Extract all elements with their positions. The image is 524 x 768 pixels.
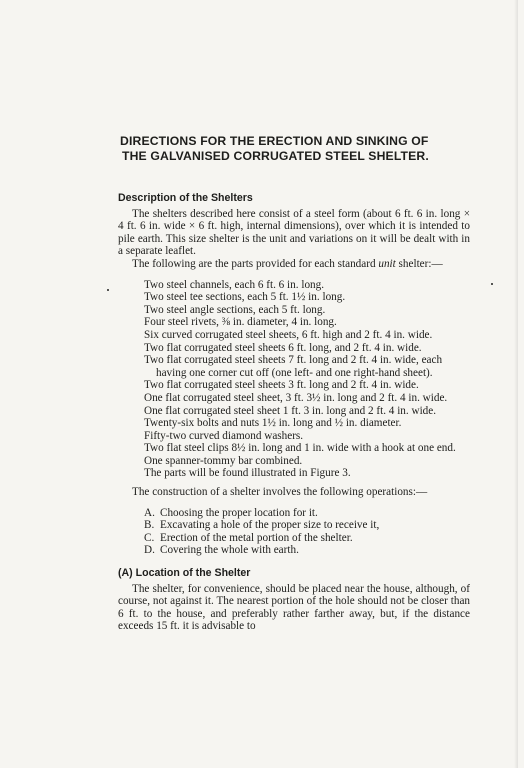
parts-list-item: Two flat corrugated steel sheets 3 ft. long and 2 ft. 4 in. wide. <box>144 379 419 392</box>
title-line-1: DIRECTIONS FOR THE ERECTION AND SINKING OF <box>120 134 429 148</box>
operation-letter: D. <box>144 544 155 557</box>
parts-list-item: One flat corrugated steel sheet, 3 ft. 3½ in. long and 2 ft. 4 in. wide. <box>144 391 448 404</box>
parts-list-item: One flat corrugated steel sheet 1 ft. 3 in. long and 2 ft. 4 in. wide. <box>144 404 437 417</box>
operation-letter: A. <box>144 506 155 519</box>
operations-intro: The construction of a shelter involves the following operations:— <box>132 486 428 499</box>
section-heading-description: Description of the Shelters <box>118 192 253 204</box>
parts-list-item: Twenty-six bolts and nuts 1½ in. long and ½ in. diameter. <box>144 417 402 430</box>
parts-list-item: Two steel tee sections, each 5 ft. 1½ in. long. <box>144 291 346 304</box>
parts-list-item: Four steel rivets, ⅜ in. diameter, 4 in. long. <box>144 316 337 329</box>
operation-item <box>144 519 470 532</box>
parts-list-item: The parts will be found illustrated in Figure 3. <box>144 467 351 480</box>
parts-list <box>118 279 470 481</box>
parts-list-item: Fifty-two curved diamond washers. <box>144 429 304 442</box>
operation-text: Covering the whole with earth. <box>160 544 299 557</box>
parts-list-item: Six curved corrugated steel sheets, 6 ft. high and 2 ft. 4 in. wide. <box>144 328 433 341</box>
description-paragraph: The shelters described here consist of a steel form (about 6 ft. 6 in. long × 4 ft. 6 in. wide × 6 ft. high, internal dimensions), over which it is intended to pile earth. This size shelter is the unit and variations on it will be dealt with in a separate leaflet. <box>118 207 470 258</box>
page-edge-shadow <box>514 0 518 768</box>
operation-item <box>144 532 470 545</box>
operation-text: Erection of the metal portion of the shelter. <box>160 531 353 544</box>
parts-list-item: Two flat steel clips 8½ in. long and 1 in. wide with a hook at one end. <box>144 442 456 455</box>
margin-mark <box>491 283 493 285</box>
operation-letter: C. <box>144 531 155 544</box>
location-paragraph: The shelter, for convenience, should be placed near the house, although, of course, not against it. The nearest portion of the hole should not be closer than 6 ft. to the house, and preferably rather farther away, but, if the distance exceeds 15 ft. it is advisable to <box>118 582 470 633</box>
operation-text: Excavating a hole of the proper size to receive it, <box>160 519 380 532</box>
section-heading-location: (A) Location of the Shelter <box>118 567 251 580</box>
emphasis-unit: unit <box>378 257 396 270</box>
document-title <box>120 134 470 164</box>
parts-list-item: Two steel channels, each 6 ft. 6 in. long. <box>144 278 325 291</box>
parts-list-item: Two steel angle sections, each 5 ft. long. <box>144 303 326 316</box>
parts-list-item: One spanner-tommy bar combined. <box>144 454 303 467</box>
parts-intro-text: The following are the parts provided for each standard unit shelter:— <box>132 257 443 270</box>
parts-list-item: Two flat corrugated steel sheets 7 ft. long and 2 ft. 4 in. wide, each having one corner cut off (one left- and one right-hand sheet). <box>144 354 443 379</box>
document-body <box>118 134 470 633</box>
margin-mark <box>107 289 109 291</box>
operation-letter: B. <box>144 519 155 532</box>
title-line-2: THE GALVANISED CORRUGATED STEEL SHELTER. <box>122 149 429 163</box>
operation-text: Choosing the proper location for it. <box>160 506 318 519</box>
operation-item <box>144 544 470 557</box>
operation-item <box>144 507 470 520</box>
operations-list <box>118 507 470 557</box>
parts-list-item: Two flat corrugated steel sheets 6 ft. long, and 2 ft. 4 in. wide. <box>144 341 422 354</box>
parts-intro-paragraph <box>118 258 470 271</box>
